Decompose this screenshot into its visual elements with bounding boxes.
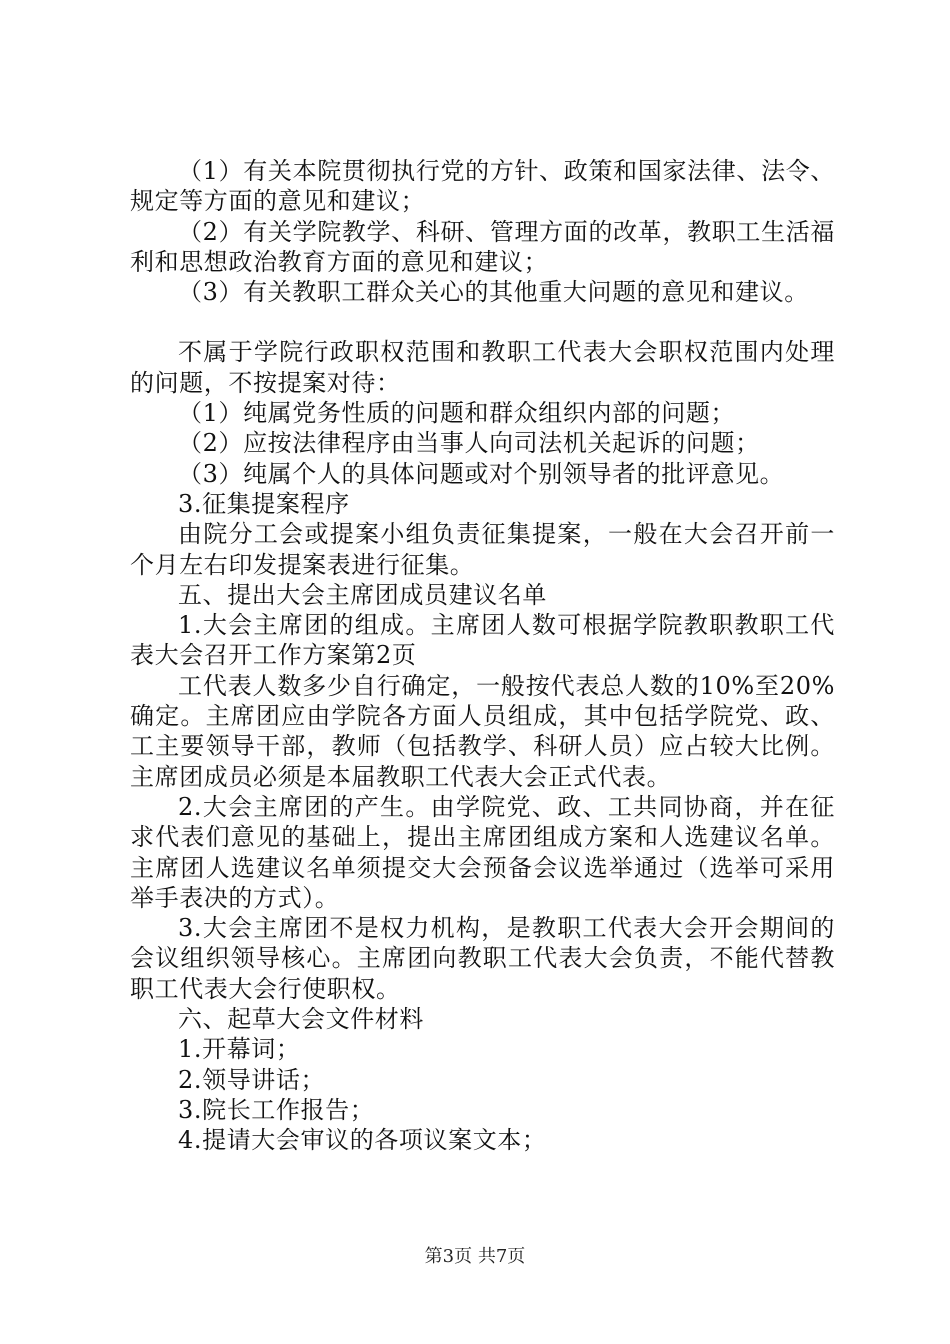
paragraph-proposal-scope-1: （1）有关本院贯彻执行党的方针、政策和国家法律、法令、规定等方面的意见和建议； xyxy=(130,157,835,216)
paragraph-presidium-composition: 1.大会主席团的组成。主席团人数可根据学院教职教职工代表大会召开工作方案第2页 xyxy=(130,611,835,670)
page-footer: 第3页 共7页 xyxy=(424,1246,526,1267)
paragraph-collection-procedure: 由院分工会或提案小组负责征集提案，一般在大会召开前一个月左右印发提案表进行征集。 xyxy=(130,520,835,579)
list-item-motion-texts: 4.提请大会审议的各项议案文本； xyxy=(178,1126,547,1155)
paragraph-proposal-scope-3: （3）有关教职工群众关心的其他重大问题的意见和建议。 xyxy=(178,278,809,307)
heading-section-five: 五、提出大会主席团成员建议名单 xyxy=(178,580,547,609)
heading-collection-procedure: 3.征集提案程序 xyxy=(178,489,350,518)
list-item-opening-speech: 1.开幕词； xyxy=(178,1035,301,1064)
list-item-leader-speech: 2.领导讲话； xyxy=(178,1065,326,1094)
paragraph-non-proposal-1: （1）纯属党务性质的问题和群众组织内部的问题； xyxy=(178,399,736,428)
heading-section-six: 六、起草大会文件材料 xyxy=(178,1005,424,1034)
paragraph-presidium-role: 3.大会主席团不是权力机构，是教职工代表大会开会期间的会议组织领导核心。主席团向教职工代表大会负责，不能代替教职工代表大会行使职权。 xyxy=(130,914,835,1003)
list-item-president-report: 3.院长工作报告； xyxy=(178,1095,375,1124)
paragraph-non-proposal-2: （2）应按法律程序由当事人向司法机关起诉的问题； xyxy=(178,429,760,458)
paragraph-proposal-scope-2: （2）有关学院教学、科研、管理方面的改革，教职工生活福利和思想政治教育方面的意见和建议； xyxy=(130,217,835,276)
paragraph-presidium-formation: 2.大会主席团的产生。由学院党、政、工共同协商，并在征求代表们意见的基础上，提出主席团组成方案和人选建议名单。主席团人选建议名单须提交大会预备会议选举通过（选举可采用举手表决的方式）。 xyxy=(130,792,835,912)
paragraph-non-proposal-intro: 不属于学院行政职权范围和教职工代表大会职权范围内处理的问题，不按提案对待： xyxy=(130,338,835,397)
paragraph-presidium-size: 工代表人数多少自行确定，一般按代表总人数的10%至20%确定。主席团应由学院各方面人员组成，其中包括学院党、政、工主要领导干部，教师（包括教学、科研人员）应占较大比例。主席团成员必须是本届教职工代表大会正式代表。 xyxy=(130,671,835,791)
paragraph-non-proposal-3: （3）纯属个人的具体问题或对个别领导者的批评意见。 xyxy=(178,459,785,488)
document-body xyxy=(130,156,835,1156)
